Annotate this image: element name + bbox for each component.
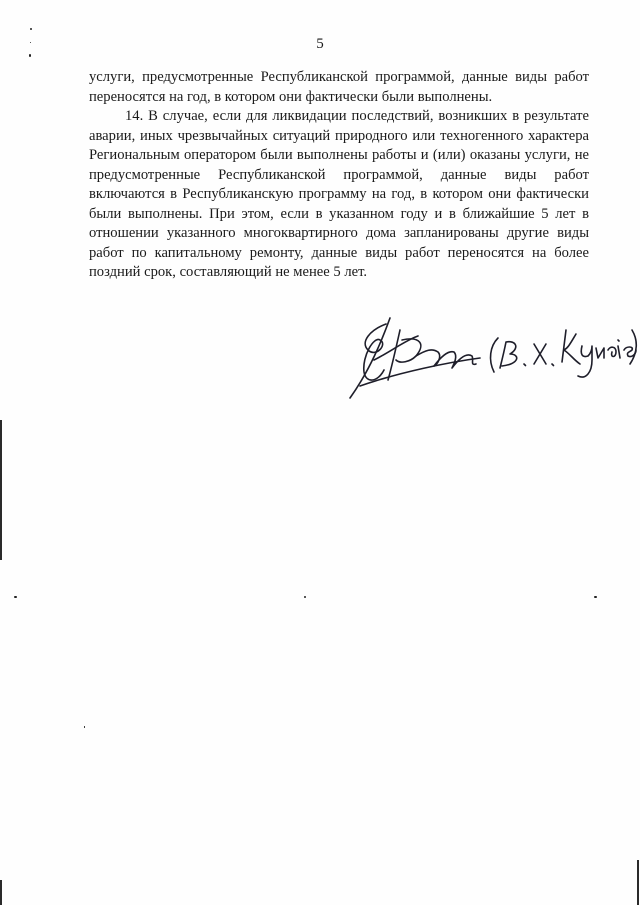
handwritten-signature xyxy=(330,300,640,410)
scan-edge-line xyxy=(0,880,2,905)
scan-speck xyxy=(84,726,85,728)
paragraph-continuation: услуги, предусмотренные Республиканской программой, данные виды работ переносятся на год, в котором они фактически были выполнены. xyxy=(89,69,589,105)
scan-speck xyxy=(30,28,32,30)
scan-edge-line xyxy=(0,420,2,560)
scan-speck xyxy=(304,596,306,598)
scan-speck xyxy=(14,596,17,598)
paragraph-14: 14. В случае, если для ликвидации последствий, возникших в результате аварии, иных чрезвычайных ситуаций природного или техногенного характера Региональным оператором были выполнены работы и (или) оказаны услуги, не предусмотренные Республиканской программой, данные виды работ включаются в Республиканскую программу на год, в котором они фактически были выполнены. При этом, если в указанном году и в ближайшие 5 лет в отношении указанного многоквартирного дома запланированы другие виды работ по капитальному ремонту, данные виды работ переносятся на более поздний срок, составляющий не менее 5 лет. xyxy=(89,108,589,280)
scan-speck xyxy=(594,596,597,598)
scan-edge-line xyxy=(637,860,639,905)
signature-drawing xyxy=(330,300,640,410)
body-text xyxy=(89,68,589,283)
page-number: 5 xyxy=(316,36,324,52)
scan-speck xyxy=(30,42,31,43)
scan-speck xyxy=(29,54,31,57)
